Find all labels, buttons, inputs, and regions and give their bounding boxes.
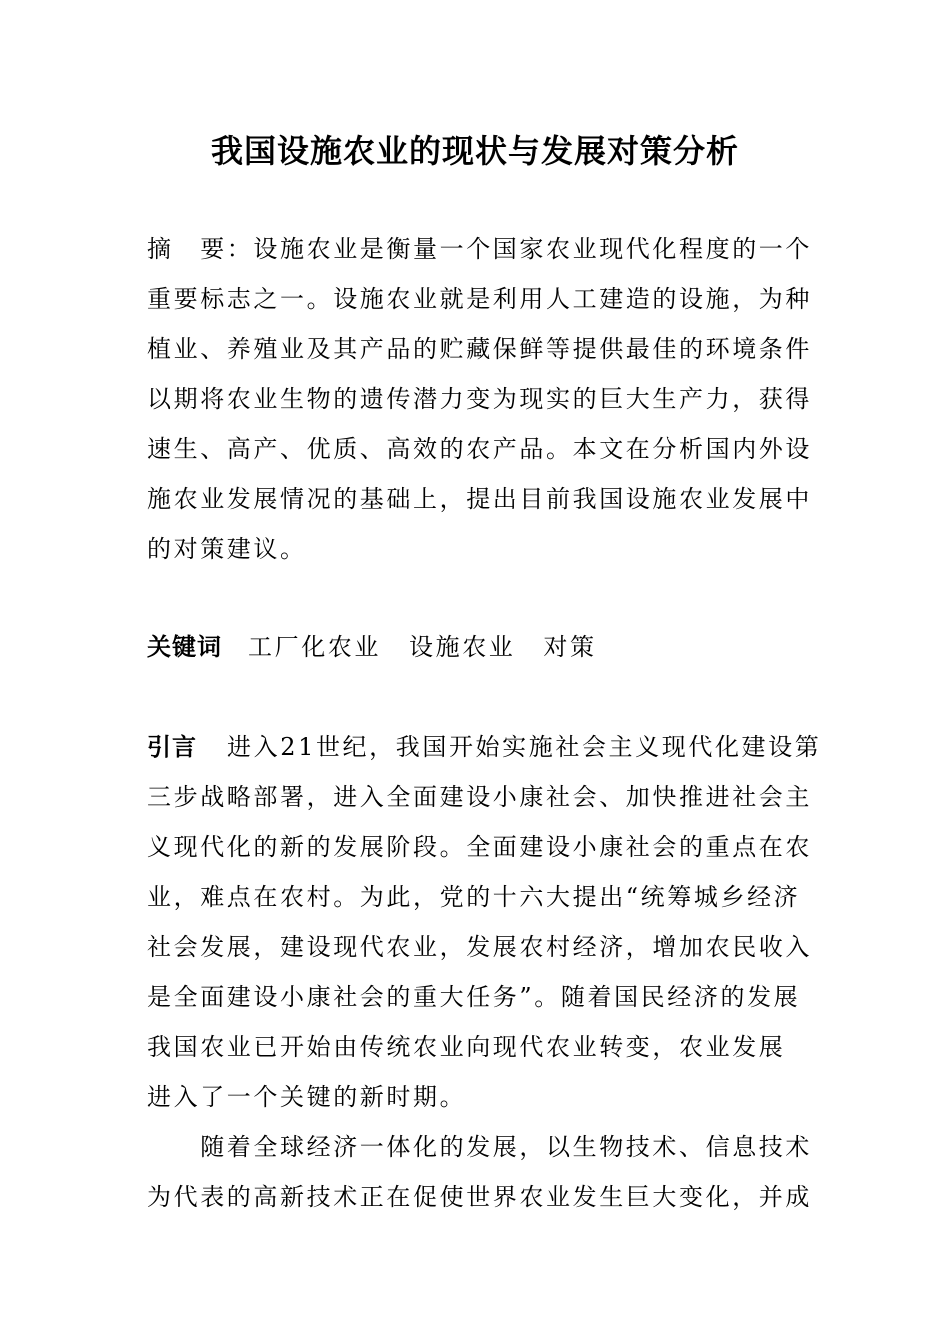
- intro-line: 三步战略部署，进入全面建设小康社会、加快推进社会主: [147, 783, 812, 811]
- intro-line: 社会发展，建设现代农业，发展农村经济，增加农民收入: [147, 933, 812, 961]
- intro-section: [147, 722, 822, 1222]
- keywords-line: [147, 622, 807, 672]
- abstract-section: [147, 224, 812, 574]
- keywords-section: [147, 622, 807, 672]
- keyword-item: 设施农业: [409, 633, 516, 661]
- document-title: 我国设施农业的现状与发展对策分析: [210, 132, 739, 170]
- abstract-line: 的对策建议。: [147, 535, 307, 563]
- keywords-label: 关键词: [147, 633, 222, 661]
- intro-first-line: [147, 722, 822, 772]
- abstract-line: 施农业发展情况的基础上，提出目前我国设施农业发展中: [147, 485, 812, 513]
- intro-label: 引言: [147, 733, 197, 761]
- abstract-line: 摘 要：设施农业是衡量一个国家农业现代化程度的一个: [147, 235, 812, 263]
- intro-line: 是全面建设小康社会的重大任务”。随着国民经济的发展: [147, 983, 801, 1011]
- keyword-item: 对策: [543, 633, 597, 661]
- intro-line: 义现代化的新的发展阶段。全面建设小康社会的重点在农: [147, 833, 812, 861]
- abstract-line: 以期将农业生物的遗传潜力变为现实的巨大生产力，获得: [147, 385, 812, 413]
- intro-line: 为代表的高新技术正在促使世界农业发生巨大变化，并成: [147, 1183, 812, 1211]
- intro-line: 我国农业已开始由传统农业向现代农业转变，农业发展: [147, 1033, 786, 1061]
- intro-first-line-text: 进入21世纪，我国开始实施社会主义现代化建设第: [227, 733, 822, 761]
- abstract-line: 植业、养殖业及其产品的贮藏保鲜等提供最佳的环境条件: [147, 335, 812, 363]
- intro-line: 随着全球经济一体化的发展，以生物技术、信息技术: [147, 1133, 812, 1161]
- abstract-line: 重要标志之一。设施农业就是利用人工建造的设施，为种: [147, 285, 812, 313]
- intro-line: 进入了一个关键的新时期。: [147, 1083, 467, 1111]
- abstract-line: 速生、高产、优质、高效的农产品。本文在分析国内外设: [147, 435, 812, 463]
- intro-line: 业，难点在农村。为此，党的十六大提出“统筹城乡经济: [147, 883, 801, 911]
- keyword-item: 工厂化农业: [248, 633, 381, 661]
